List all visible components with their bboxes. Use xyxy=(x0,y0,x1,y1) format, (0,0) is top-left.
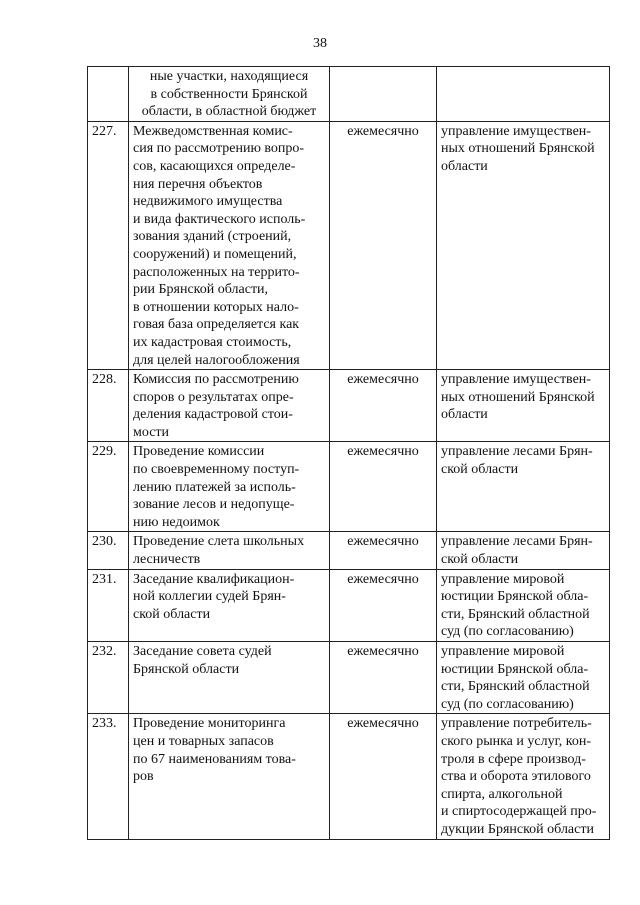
term-cell: ежемесячно xyxy=(330,569,437,641)
event-name-line: их кадастровая стоимость, xyxy=(133,334,292,350)
term-cell: ежемесячно xyxy=(330,642,437,714)
responsible-line: сти, Брянский областной xyxy=(441,679,590,695)
event-name-line: Проведение мониторинга xyxy=(133,716,286,732)
responsible-line: области xyxy=(441,158,488,174)
row-number: 231. xyxy=(88,569,129,641)
table-row xyxy=(88,642,610,714)
event-name-line: расположенных на террито- xyxy=(133,264,300,280)
event-name-line: рии Брянской области, xyxy=(133,282,269,298)
row-number: 230. xyxy=(88,532,129,569)
term-cell: ежемесячно xyxy=(330,121,437,369)
responsible-line: троля в сфере производ- xyxy=(441,751,586,767)
table-row xyxy=(88,714,610,839)
event-name-line: Проведение комиссии xyxy=(133,444,265,460)
event-name-line: Заседание совета судей xyxy=(133,644,272,659)
row-number: 229. xyxy=(88,442,129,532)
page-number: 38 xyxy=(313,36,327,51)
event-name-line: и вида фактического исполь- xyxy=(133,211,306,227)
event-name-line: Проведение слета школьных xyxy=(133,534,305,550)
responsible-line: управление лесами Брян- xyxy=(441,534,593,550)
responsible-line: ской области xyxy=(441,462,519,478)
responsible-line: дукции Брянской области xyxy=(441,821,594,837)
events-table xyxy=(87,66,610,840)
responsible-line: управление имуществен- xyxy=(441,372,591,388)
event-name-line: зования зданий (строений, xyxy=(133,229,292,245)
event-name-cell xyxy=(129,67,330,122)
table-row xyxy=(88,532,610,569)
event-name-cell xyxy=(129,569,330,641)
event-name-cell xyxy=(129,370,330,442)
event-name-line: по 67 наименованиям това- xyxy=(133,751,296,767)
table-row xyxy=(88,370,610,442)
event-name-line: сия по рассмотрению вопро- xyxy=(133,141,305,157)
events-table-body xyxy=(88,67,610,840)
event-name-cell xyxy=(129,121,330,369)
event-name-line: ров xyxy=(133,769,154,785)
responsible-cell xyxy=(437,442,610,532)
event-name-cell xyxy=(129,532,330,569)
responsible-line: ных отношений Брянской xyxy=(441,389,595,405)
event-name-line: области, в областной бюджет xyxy=(141,104,317,120)
row-number: 233. xyxy=(88,714,129,839)
event-name-line: Брянской области xyxy=(133,661,240,677)
responsible-cell xyxy=(437,642,610,714)
responsible-line: области xyxy=(441,407,488,423)
event-name-line: сооружений) и помещений, xyxy=(133,246,297,262)
responsible-line: управление мировой xyxy=(441,571,565,587)
event-name-line: для целей налогообложения xyxy=(133,352,300,368)
table-row xyxy=(88,67,610,122)
event-name-line: зование лесов и недопуще- xyxy=(133,497,295,513)
table-row xyxy=(88,442,610,532)
responsible-cell xyxy=(437,569,610,641)
term-cell: ежемесячно xyxy=(330,370,437,442)
responsible-cell xyxy=(437,714,610,839)
row-number: 228. xyxy=(88,370,129,442)
event-name-line: цен и товарных запасов xyxy=(133,733,274,749)
row-number: 232. xyxy=(88,642,129,714)
event-name-line: ной коллегии судей Брян- xyxy=(133,589,286,605)
event-name-line: Заседание квалификацион- xyxy=(133,571,295,587)
event-name-line: ные участки, находящиеся xyxy=(149,69,309,84)
event-name-line: лесничеств xyxy=(133,552,201,568)
event-name-line: споров о результатах опре- xyxy=(133,389,294,405)
responsible-line: суд (по согласованию) xyxy=(441,624,574,640)
event-name-line: по своевременному поступ- xyxy=(133,462,300,478)
responsible-line: ской области xyxy=(441,552,519,568)
event-name-line: в отношении которых нало- xyxy=(133,299,299,315)
event-name-line: лению платежей за исполь- xyxy=(133,479,296,495)
table-row xyxy=(88,569,610,641)
event-name-line: говая база определяется как xyxy=(133,317,300,333)
responsible-line: суд (по согласованию) xyxy=(441,696,574,712)
event-name-line: сов, касающихся определе- xyxy=(133,158,296,174)
responsible-line: юстиции Брянской обла- xyxy=(441,589,589,605)
event-name-line: ской области xyxy=(133,606,211,622)
responsible-line: управление потребитель- xyxy=(441,716,592,732)
responsible-line: ского рынка и услуг, кон- xyxy=(441,733,592,749)
event-name-cell xyxy=(129,714,330,839)
event-name-cell xyxy=(129,442,330,532)
event-name-line: недвижимого имущества xyxy=(133,194,283,210)
responsible-line: спирта, алкогольной xyxy=(441,786,563,802)
responsible-line: ства и оборота этилового xyxy=(441,769,591,785)
term-cell: ежемесячно xyxy=(330,714,437,839)
term-cell: ежемесячно xyxy=(330,442,437,532)
event-name-line: в собственности Брянской xyxy=(150,86,308,102)
event-name-line: Комиссия по рассмотрению xyxy=(133,372,299,388)
event-name-line: мости xyxy=(133,424,170,440)
responsible-line: сти, Брянский областной xyxy=(441,606,590,622)
responsible-cell xyxy=(437,121,610,369)
term-cell xyxy=(330,67,437,122)
responsible-line: и спиртосодержащей про- xyxy=(441,804,597,820)
event-name-line: нию недоимок xyxy=(133,514,220,530)
responsible-line: управление мировой xyxy=(441,644,565,659)
table-row xyxy=(88,121,610,369)
responsible-cell xyxy=(437,370,610,442)
responsible-line: управление имуществен- xyxy=(441,123,591,139)
term-cell: ежемесячно xyxy=(330,532,437,569)
event-name-line: ния перечня объектов xyxy=(133,176,263,192)
responsible-line: управление лесами Брян- xyxy=(441,444,593,460)
row-number xyxy=(88,67,129,122)
event-name-line: деления кадастровой стои- xyxy=(133,407,293,423)
event-name-cell xyxy=(129,642,330,714)
responsible-line: юстиции Брянской обла- xyxy=(441,661,589,677)
responsible-cell xyxy=(437,67,610,122)
row-number: 227. xyxy=(88,121,129,369)
responsible-line: ных отношений Брянской xyxy=(441,141,595,157)
responsible-cell xyxy=(437,532,610,569)
event-name-line: Межведомственная комис- xyxy=(133,123,293,139)
